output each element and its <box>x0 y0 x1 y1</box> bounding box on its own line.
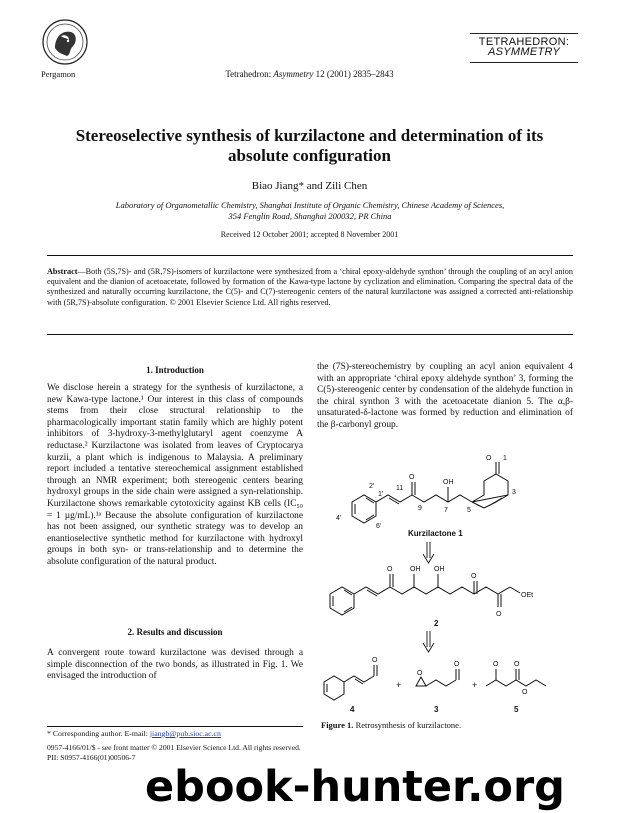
label-c5: 5 <box>467 507 471 514</box>
article-authors: Biao Jiang* and Zili Chen <box>251 180 368 192</box>
phenyl-ring-2 <box>330 587 354 615</box>
abstract-rule-top <box>47 255 573 256</box>
phenyl-ring-1 <box>352 495 376 523</box>
label-c6prime: 6' <box>376 523 382 530</box>
figure-caption: Figure 1. Retrosynthesis of kurzilactone. <box>321 720 462 730</box>
label-o-3-epoxide: O <box>417 670 423 677</box>
label-oh-c7: OH <box>443 479 454 486</box>
journal-reference: Tetrahedron: Asymmetry 12 (2001) 2835–2843 <box>225 69 394 79</box>
copyright-block: 0957-4166/01/$ - see front matter © 2001 Elsevier Science Ltd. All rights reserved. PII: S0957-4166(01)00506-7 <box>47 743 301 762</box>
plus-sign-1: + <box>396 680 402 690</box>
introduction-text: We disclose herein a strategy for the synthesis of kurzilactone, a new Kawa-type lactone.¹ Our interest in this class of compounds stems from their close structural relationship to the pharmacologically important statin family which are highly potent inhibitors of 3-hydroxy-3-methylglutaryl agent coenzyme A reductase.² Kurzilactone was isolated from leaves of Cryptocarya kurzii, a plant which is indigenous to Malaysia. A preliminary report included a tentative stereochemical assignment established through an NMR experiment; both stereogenic centers bearing hydroxyl groups in the side chain were assigned a syn-relationship. Kurzilactone shows remarkable cytotoxicity against KB cells (IC₅₀ = 1 µg/mL).¹ᵃ Because the absolute configuration of kurzilactone has not been assigned, our synthetic strategy was to develop an enantioselective synthetic method for kurzilactone with hydroxyl groups in both syn- or trans-relationship and to determine the absolute configuration of the natural product. <box>47 383 303 567</box>
label-o-3-aldehyde: O <box>454 661 460 668</box>
publisher-name: Pergamon <box>41 69 76 79</box>
label-oh-2a: OH <box>410 566 421 573</box>
article-title: Stereoselective synthesis of kurzilactone and determination of its absolute configuration <box>75 126 544 165</box>
abstract: Abstract—Both (5S,7S)- and (5R,7S)-isomers of kurzilactone were synthesized from a ‘chiral epoxy-aldehyde synthon’ through the coupling of an acyl anion equivalent and the dianion of acetoacetate, followed by formation of the Kawa-type lactone by cyclization and elimination. Comparing the spectral data of the synthesized and naturally occurring kurzilactone, the C(5)- and C(7)-stereogenic centers of the natural kurzilactone was assigned a corrected anti-relationship with (5R,7S)-absolute configuration. © 2001 Elsevier Science Ltd. All rights reserved. <box>47 267 573 307</box>
author-affiliation: Laboratory of Organometallic Chemistry, Shanghai Institute of Organic Chemistry, Chinese Academy of Sciences, 354 Fenglin Road, Shanghai 200032, PR China <box>115 200 505 221</box>
label-c11: 11 <box>396 485 404 492</box>
label-o-4: O <box>372 657 378 664</box>
label-c4prime: 4' <box>336 515 342 522</box>
label-compound-4: 4 <box>350 705 355 714</box>
results-text: A convergent route toward kurzilactone was devised through a simple disconnection of the two bonds, as illustrated in Fig. 1. We envisaged the introduction of <box>47 648 303 682</box>
label-c9: 9 <box>418 505 422 512</box>
abstract-rule-bottom <box>47 334 573 335</box>
label-o-c9: O <box>409 474 415 481</box>
label-c1: 1 <box>503 455 507 462</box>
label-o-5a: O <box>493 661 499 668</box>
journal-name-rule-top <box>470 33 578 34</box>
journal-name: TETRAHEDRON: ASYMMETRY <box>478 36 570 58</box>
label-c1prime: 1' <box>378 491 384 498</box>
publisher-logo <box>41 18 89 66</box>
introduction-heading: 1. Introduction <box>146 365 204 375</box>
epoxide-ring-3 <box>416 677 426 686</box>
retro-arrow-2 <box>423 631 434 652</box>
label-o-2b: O <box>471 573 477 580</box>
label-compound-3: 3 <box>434 705 439 714</box>
plus-sign-2: + <box>472 680 478 690</box>
label-c3: 3 <box>512 489 516 496</box>
author-email-link[interactable]: jiangb@pub.sioc.ac.cn <box>149 729 221 738</box>
retro-arrow-1 <box>423 542 434 563</box>
right-column-text: the (7S)-stereochemistry by coupling an acyl anion equivalent 4 with an appropriate ‘chiral epoxy aldehyde synthon’ 3, forming the C(5)-stereogenic center by condensation of the aldehyde function in the chiral synthon 3 with the acetoacetate dianion 5. The α,β-unsaturated-δ-lactone was formed by reduction and elimination of the β-carbonyl group. <box>317 362 573 430</box>
label-o-5c: O <box>522 689 528 696</box>
corresponding-author-footnote: * Corresponding author. E-mail: jiangb@pub.sioc.ac.cn <box>47 729 221 738</box>
received-dates: Received 12 October 2001; accepted 8 November 2001 <box>220 230 399 239</box>
label-c7: 7 <box>444 507 448 514</box>
label-o-2a: O <box>387 566 393 573</box>
footnote-rule <box>47 726 303 727</box>
results-heading: 2. Results and discussion <box>127 627 223 637</box>
label-oet: OEt <box>521 592 534 599</box>
label-compound-5: 5 <box>514 705 519 714</box>
label-compound-2: 2 <box>434 619 439 628</box>
label-o-carbonyl-lactone: O <box>486 455 492 462</box>
watermark: ebook-hunter.org <box>145 762 565 812</box>
label-o-2c: O <box>496 611 502 618</box>
label-oh-2b: OH <box>434 566 445 573</box>
retrosynthesis-scheme <box>316 446 576 716</box>
journal-name-rule-bottom <box>470 62 578 63</box>
label-c2prime: 2' <box>369 483 375 490</box>
label-o-5b: O <box>514 661 520 668</box>
label-kurzilactone-1: Kurzilactone 1 <box>408 529 463 538</box>
